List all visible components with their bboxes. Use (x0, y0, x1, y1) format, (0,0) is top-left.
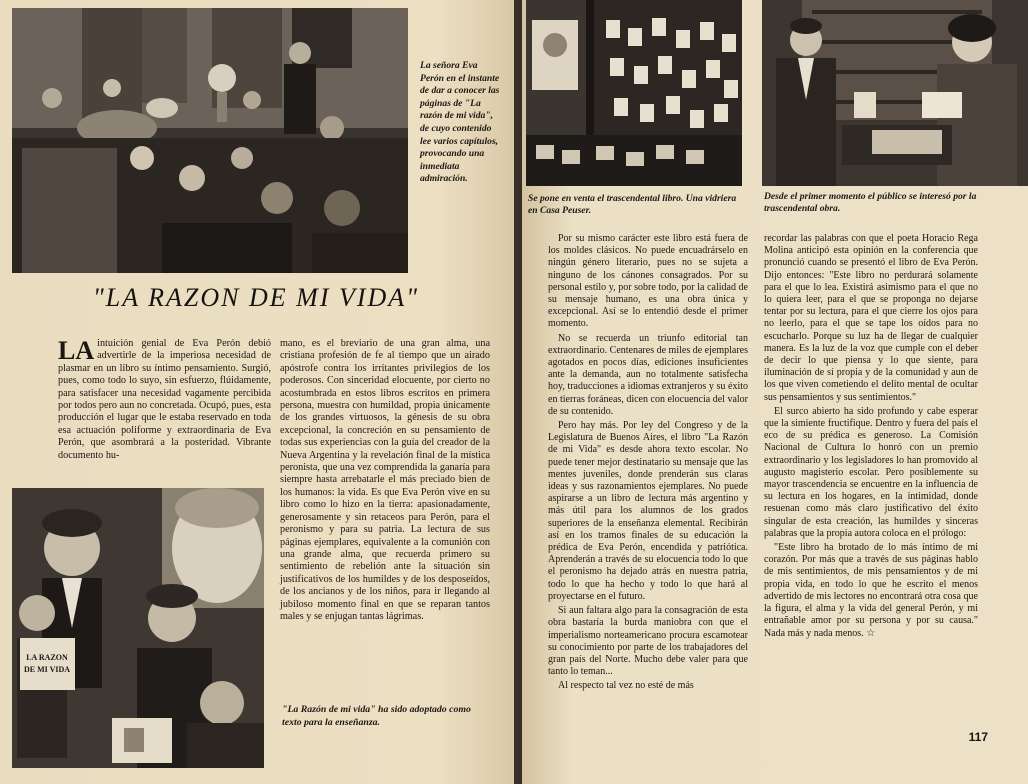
paragraph: Pero hay más. Por ley del Congreso y de la Legislatura de Buenos Aires, el libro "La Razón de mi Vida" es desde ahora texto escolar. No puede tener mejor destinatario su mensaje que las mentes juveniles, donde prenderán sus claras ideas y sus razonamientos ejemplares. No puede aspirarse a un libro de lectura más argentino y más útil para los alumnos de los grados superiores de la enseñanza elemental. Recibirán así en los tramos finales de su educación la prédica de Eva Perón, encendida y patriótica. Aprenderán a través de su elocuencia todo lo que el peronismo ha dejado atrás en nuestra patria, todo lo que ha hecho y todo lo que hará al proyectarse en el futuro. (548, 420, 748, 602)
paragraph: Al respecto tal vez no esté de más (558, 680, 694, 692)
right-page (522, 0, 1028, 784)
drop-cap: LA (58, 336, 95, 365)
paragraph: mano, es el breviario de una gran alma, una cristiana profesión de fe al tiempo que un airado apóstrofe contra los irritantes privilegios de los poderosos. Con sinceridad elocuente, por cierto no acostumbrada en estos libros escritos en primera persona, muestra con humildad, propia únicamente de los grandes virtuosos, la génesis de su obra excepcional, la concreción en su pensamiento de todas sus experiencias con la guía del creador de la Nueva Argentina y la revelación final de la mística peronista, que una vez comprendida la ganaría para siempre hasta arrebatarle el más preciado bien de los humanos: la vida. Es que Eva Perón vive en su libro como lo hizo en la tierra: apasionadamente, generosamente y sin retaceos para Perón, para el peronismo y para su patria. La lectura de sus páginas ejemplares, equivalente a la comunión con una grande alma, que recuerda primero su sentimiento de rebelión ante la situación sin justificativos de los humildes y de los desposeídos, de los ancianos y de los niños, para ir llegando al jubiloso momento final en que se reparan tantos males y se enjugan tantas lágrimas. (280, 338, 490, 622)
caption-shop-window: Se pone en venta el trascendental libro. Una vidriera en Casa Peuser. (528, 193, 737, 216)
photo-children-with-book (12, 488, 264, 768)
svg-text:DE MI VIDA: DE MI VIDA (23, 665, 71, 674)
page-number: 117 (968, 730, 988, 744)
caption-teaching: "La Razón de mi vida" ha sido adoptado como texto para la enseñanza. (282, 704, 471, 728)
paragraph: El surco abierto ha sido profundo y cabe esperar que la simiente fructifique. Dentro y fuera del país el eco de su prédica es generoso. La Comisión Nacional de Cultura lo honró con un premio extraordinario y los legisladores lo han promovido al augusto magisterio escolar. Pero posiblemente su mayor trascendencia se encuentre en la influencia de su lectura en los hogares, en la intimidad, donde resuenan como más claro justificativo del éxito singular de esta creación, las humildes y sinceras palabras que la propia autora coloca en el prólogo: (764, 405, 978, 539)
left-column-continued (280, 338, 490, 625)
left-column-intro (58, 338, 271, 464)
page-gutter (514, 0, 522, 784)
right-column-b (764, 233, 978, 642)
paragraph: Si aun faltara algo para la consagración de esta obra bastaría la burda maniobra con que el imperialismo norteamericano procura escamotear su conocimiento por parte de los trabajadores del gran país del Norte. Mucho debe valer para que tanto lo teman... (548, 605, 748, 678)
photo-public-interest (762, 0, 1028, 186)
photo-eva-peron-reading (12, 8, 408, 273)
right-column-a (548, 233, 748, 695)
intro-paragraph: LA intuición genial de Eva Perón debió advertirle de la imperiosa necesidad de plasmar en un libro su íntimo pensamiento. Surgió, pues, como todo lo suyo, sin esfuerzo, flúidamente, para satisfacer una necesidad vagamente percibida por todos pero aun no concretada. Ocupó, pues, esta producción el lugar que le estaba reservado en toda esa actuación poliforme y extraordinaria de Eva Perón, que asombrará a la posteridad. Vibrante documento hu- (58, 336, 271, 461)
caption-public: Desde el primer momento el público se interesó por la trascendental obra. (764, 191, 977, 214)
article-title: "LA RAZON DE MI VIDA" (92, 283, 420, 312)
paragraph: No se recuerda un triunfo editorial tan extraordinario. Centenares de miles de ejemplares agotados en pocos días, ediciones insuficientes ante la demanda, aun no totalmente satisfecha hoy, traducciones a idiomas extranjeros y su éxito en tierras foráneas, dicen con elocuencia del valor de su contenido. (548, 332, 748, 417)
paragraph: Por su mismo carácter este libro está fuera de los moldes clásicos. No puede encuadrárselo en ningún género literario, pues no se sujeta a ninguno de los cánones consagrados. Por su personal estilo y, por sobre todo, por la calidad de su mensaje humano, es una obra única y excepcional. Así se lo entendió desde el primer momento. (548, 233, 748, 330)
caption-top-left: La señora Eva Perón en el instante de dar a conocer las páginas de "La razón de mi vida", de cuyo contenido lee varios capítulos, provocando una inmediata admiración. (420, 60, 500, 185)
paragraph: recordar las palabras con que el poeta Horacio Rega Molina anticipó esta opinión en la conferencia que pronunció cuando se presentó el libro de Eva Perón. Dijo entonces: "Este libro no perdurará solamente para el que lo lea. Existirá asimismo para el que no lo quiera leer, para el que se proponga no dejarse tentar por su lectura, para el que cierre los ojos para no leerlo, para el que se tape los oídos para no escucharlo. Porque su luz ha de llegar de cualquier manera. Es la luz de la voz que cumple con el deber de decir lo que piensa y lo que siente, para iluminación de sí propia y de la comunidad y aun de los que viven cometiendo el delito mental de ocultar sus pensamientos y sus sentimientos." (764, 233, 978, 403)
paragraph: "Este libro ha brotado de lo más íntimo de mi corazón. Por más que a través de sus páginas hablo de mis sentimientos, de mis pensamientos y de mi propia vida, en todo lo que he escrito el menos advertido de mis lectores no encontrará otra cosa que la figura, el alma y la vida del general Perón, y mi entrañable amor por su persona y por su causa." Nada más y nada menos. ☆ (764, 542, 978, 639)
photo-shop-window (526, 0, 742, 186)
book-cover-text: LA RAZON (26, 653, 68, 662)
